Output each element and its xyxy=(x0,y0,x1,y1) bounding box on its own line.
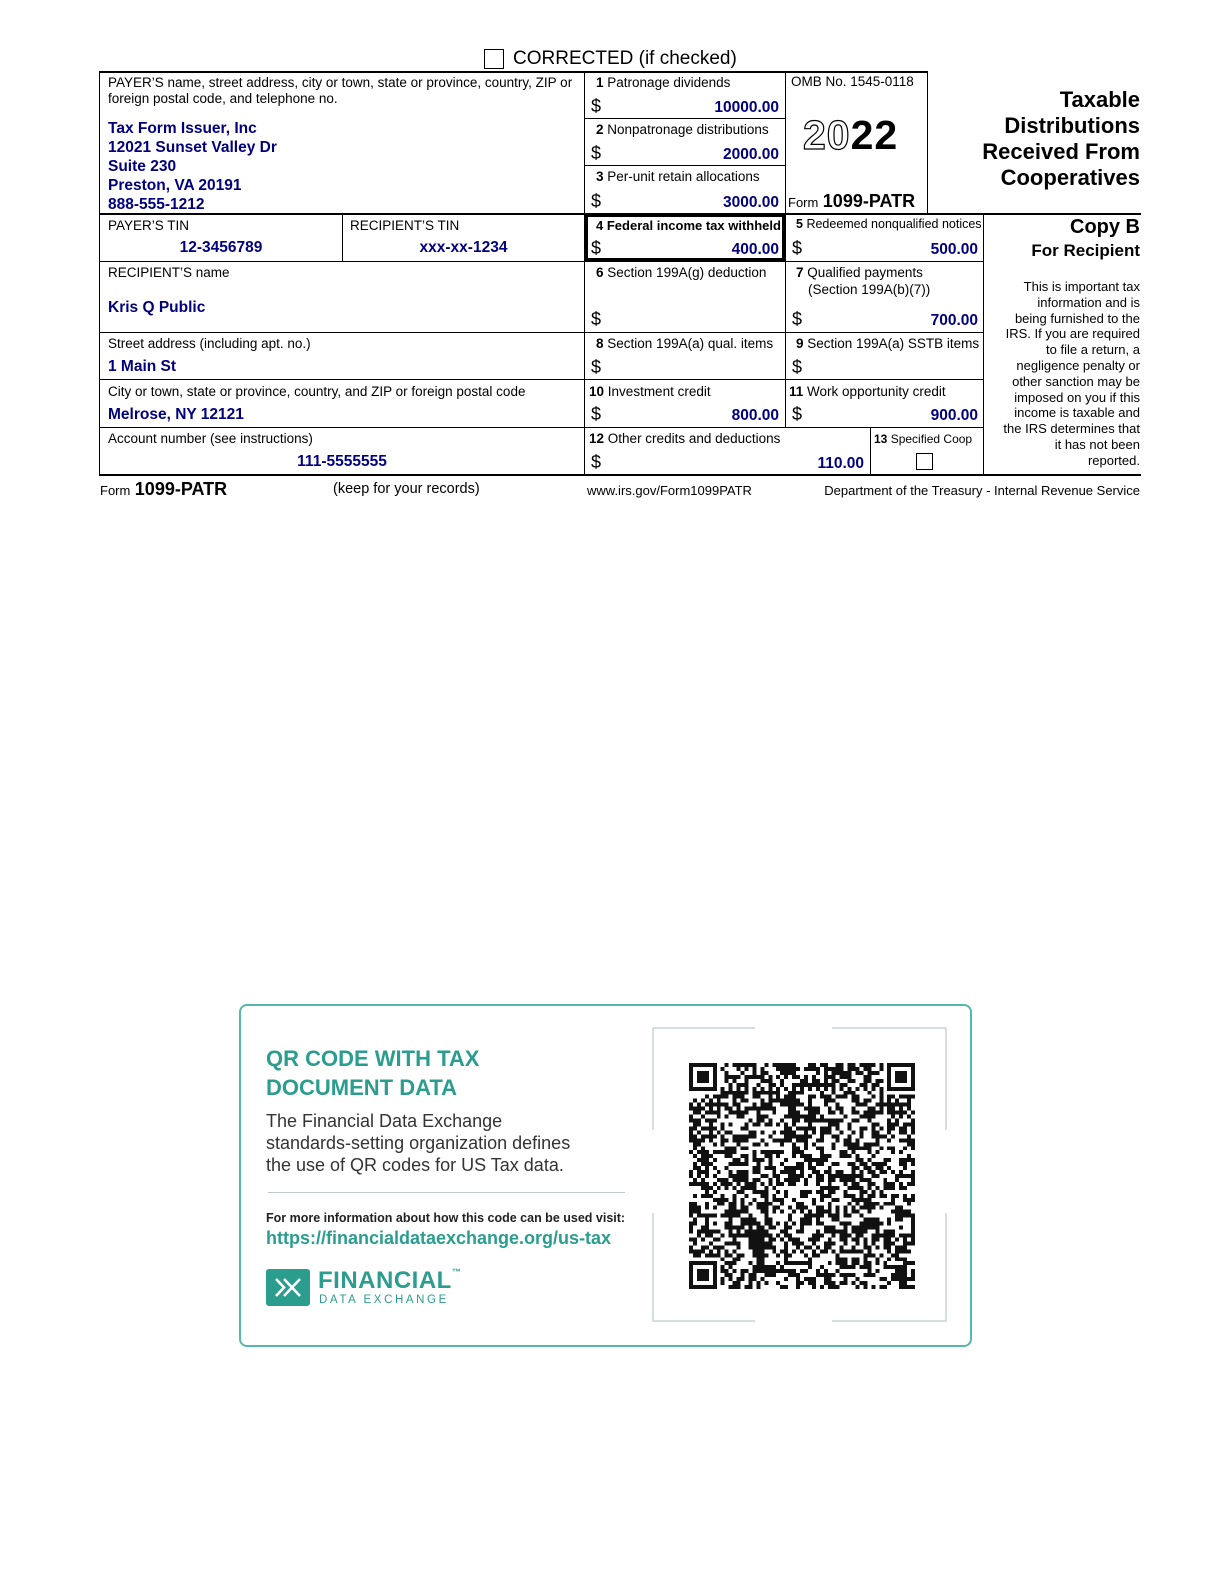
specified-coop-checkbox[interactable] xyxy=(916,453,933,470)
qr-code-icon xyxy=(689,1063,915,1289)
box-3-per-unit-retain: 3 Per-unit retain allocations $ 3000.00 xyxy=(591,169,779,211)
copy-subtitle: For Recipient xyxy=(1031,241,1140,260)
copy-title: Copy B xyxy=(1070,216,1140,238)
footer-form-id: Form 1099-PATR xyxy=(100,479,228,499)
street-label: Street address (including apt. no.) xyxy=(108,336,311,351)
recipient-name: Kris Q Public xyxy=(108,299,206,316)
box-4-value: 400.00 xyxy=(731,241,779,258)
recipient-tin-label: RECIPIENT’S TIN xyxy=(350,218,460,233)
corrected-checkbox[interactable] xyxy=(484,49,504,69)
form-id: Form 1099-PATR xyxy=(788,191,916,211)
qr-card-more-info: For more information about how this code can be used visit: xyxy=(266,1211,626,1225)
box-5-value: 500.00 xyxy=(930,241,978,258)
city-label: City or town, state or province, country, and ZIP or foreign postal code xyxy=(108,384,526,399)
footer-department: Department of the Treasury - Internal Revenue Service xyxy=(824,483,1140,498)
qr-card-heading: QR CODE WITH TAX DOCUMENT DATA xyxy=(266,1046,480,1100)
box-5-redeemed-notices: 5 Redeemed nonqualified notices $ 500.00 xyxy=(792,217,982,258)
account-number: 111-5555555 xyxy=(297,453,387,470)
omb-number: OMB No. 1545-0118 xyxy=(791,74,914,89)
box-10-investment-credit: 10 Investment credit $ 800.00 xyxy=(589,384,779,424)
recipient-street: 1 Main St xyxy=(108,358,177,375)
box-3-value: 3000.00 xyxy=(722,194,779,211)
box-11-work-opportunity-credit: 11 Work opportunity credit $ 900.00 xyxy=(789,384,978,424)
payer-suite: Suite 230 xyxy=(108,158,177,175)
payer-label: PAYER’S name, street address, city or town, state or province, country, ZIP or foreign postal code, and telephone no. xyxy=(108,75,573,106)
box-9-section-199aa-sstb: 9 Section 199A(a) SSTB items $ xyxy=(792,336,980,377)
payer-name: Tax Form Issuer, Inc xyxy=(108,120,257,137)
account-label: Account number (see instructions) xyxy=(108,431,313,446)
box-13-specified-coop: 13 Specified Coop xyxy=(874,432,973,446)
box-6-section-199ag: 6 Section 199A(g) deduction $ xyxy=(591,265,767,329)
box-12-value: 110.00 xyxy=(817,455,864,472)
qr-info-card xyxy=(239,1004,972,1347)
box-11-value: 900.00 xyxy=(930,407,978,424)
qr-card-divider xyxy=(268,1192,625,1193)
box-7-qualified-payments: 7 Qualified payments (Section 199A(b)(7)) $ 700.00 xyxy=(792,265,978,329)
fdx-logo xyxy=(266,1269,466,1309)
box-7-value: 700.00 xyxy=(930,312,978,329)
box-10-value: 800.00 xyxy=(731,407,779,424)
recipient-tin: xxx-xx-1234 xyxy=(419,239,508,256)
fdx-logo-word: FINANCIAL™ xyxy=(318,1267,462,1294)
payer-street: 12021 Sunset Valley Dr xyxy=(108,139,277,156)
footer-url[interactable]: www.irs.gov/Form1099PATR xyxy=(587,483,752,498)
recipient-name-label: RECIPIENT’S name xyxy=(108,265,230,280)
box-2-value: 2000.00 xyxy=(722,146,779,163)
qr-card-link[interactable]: https://financialdataexchange.org/us-tax xyxy=(266,1228,612,1248)
box-8-section-199aa-qual: 8 Section 199A(a) qual. items $ xyxy=(591,336,774,377)
corrected-label: CORRECTED (if checked) xyxy=(513,48,737,69)
form-title: Taxable Distributions Received From Cooperatives xyxy=(982,87,1140,190)
payer-city: Preston, VA 20191 xyxy=(108,177,242,194)
fdx-logo-sub: DATA EXCHANGE xyxy=(319,1294,449,1306)
box-12-other-credits: 12 Other credits and deductions $ 110.00 xyxy=(589,431,864,472)
box-2-nonpatronage-distributions: 2 Nonpatronage distributions $ 2000.00 xyxy=(591,122,779,163)
qr-card-body: The Financial Data Exchange standards-setting organization defines the use of QR codes for US Tax data. xyxy=(266,1111,571,1175)
footer-keep: (keep for your records) xyxy=(333,481,480,497)
recipient-city: Melrose, NY 12121 xyxy=(108,406,244,423)
box-4-federal-tax-withheld: 4 Federal income tax withheld $ 400.00 xyxy=(585,214,785,261)
fdx-logo-mark-icon xyxy=(266,1269,310,1306)
payer-phone: 888-555-1212 xyxy=(108,196,205,213)
important-notice: This is important tax information and is being furnished to the IRS. If you are required to file a return, a negligence penalty or other sanction may be imposed on you if this income is taxable and the IRS determines that it has not been reported. xyxy=(1003,279,1140,468)
payer-tin: 12-3456789 xyxy=(179,239,263,256)
box-1-value: 10000.00 xyxy=(714,99,779,116)
tax-year: 2022 xyxy=(803,112,899,158)
box-1-patronage-dividends: 1 Patronage dividends $ 10000.00 xyxy=(591,75,779,116)
payer-tin-label: PAYER’S TIN xyxy=(108,218,190,233)
